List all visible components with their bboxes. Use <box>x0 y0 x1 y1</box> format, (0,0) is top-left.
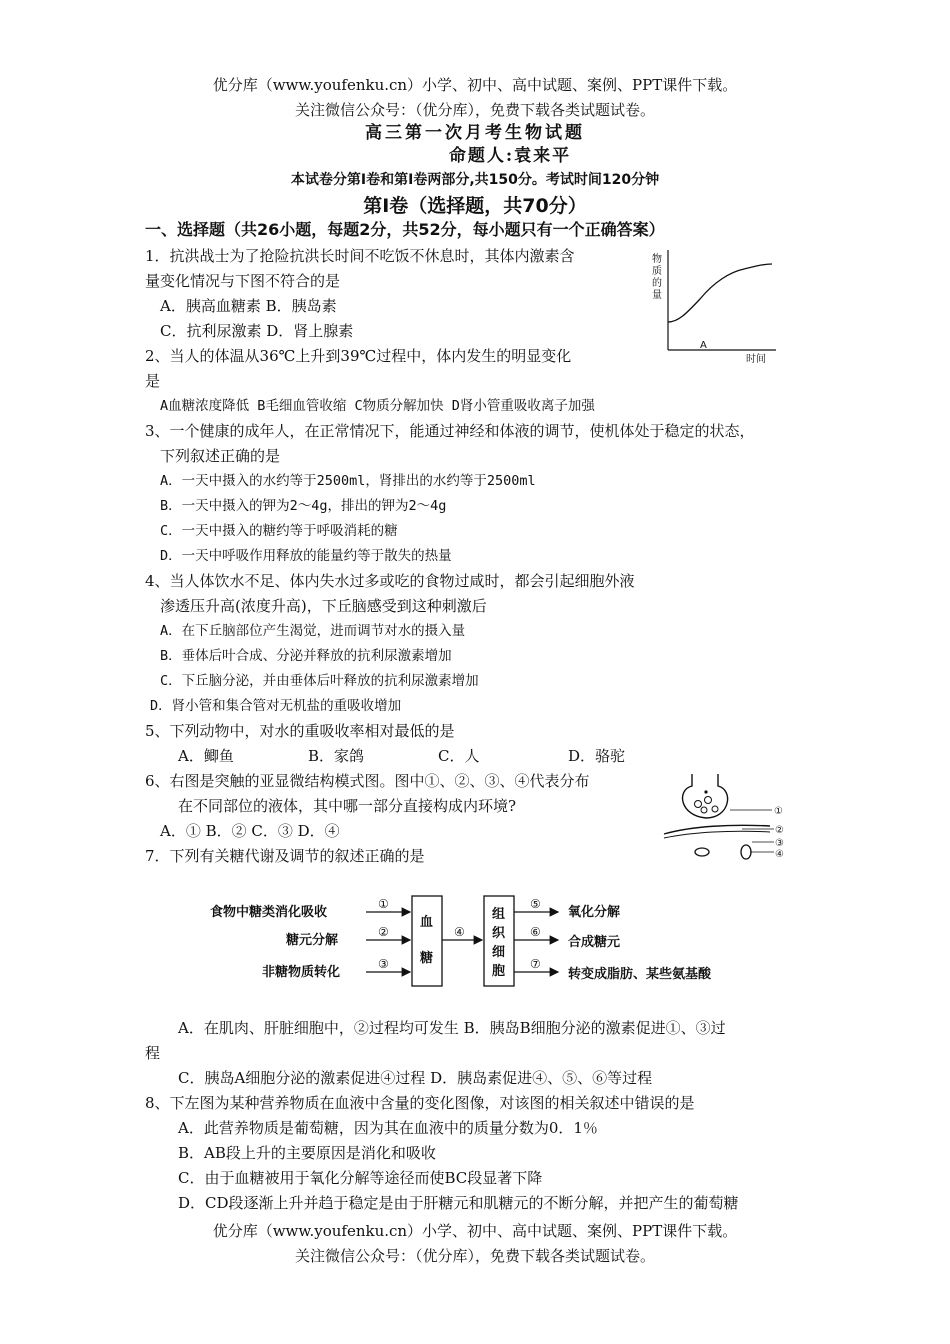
label-4: ④ <box>775 849 784 860</box>
q5-option-a: A．鲫鱼 <box>178 747 234 765</box>
label-1: ① <box>774 806 783 817</box>
q4-option-b: B．垂体后叶合成、分泌并释放的抗利尿激素增加 <box>160 648 452 664</box>
q3-stem-1: 3、一个健康的成年人，在正常情况下，能通过神经和体液的调节，使机体处于稳定的状态， <box>145 422 755 440</box>
step-5: ⑤ <box>530 897 541 911</box>
label-2: ② <box>775 825 784 836</box>
source-3: 非糖物质转化 <box>262 965 341 980</box>
q2-stem-2: 是 <box>145 372 161 390</box>
q5-option-c: C．人 <box>438 747 480 765</box>
step-2: ② <box>378 925 389 939</box>
curve <box>668 264 772 322</box>
output-1: 氧化分解 <box>568 905 621 920</box>
header-line-1: 优分库（www.youfenku.cn）小学、初中、高中试题、案例、PPT课件下载。 <box>212 76 738 94</box>
presynaptic-terminal <box>683 774 728 818</box>
source-2: 糖元分解 <box>286 933 339 948</box>
q6-options: A．① B．② C．③ D．④ <box>160 822 340 840</box>
step-3: ③ <box>378 957 389 971</box>
source-1: 食物中糖类消化吸收 <box>210 905 328 920</box>
q1-stem-2: 量变化情况与下图不符合的是 <box>145 272 341 290</box>
q2-options: A血糖浓度降低 B毛细血管收缩 C物质分解加快 D肾小管重吸收离子加强 <box>160 398 595 414</box>
step-6: ⑥ <box>530 925 541 939</box>
q7-options-1a: A．在肌肉、肝脏细胞中，②过程均可发生 B．胰岛B细胞分泌的激素促进①、③过 <box>178 1019 726 1037</box>
blood-sugar-box <box>412 896 442 986</box>
q8-option-b: B．AB段上升的主要原因是消化和吸收 <box>178 1144 436 1162</box>
cell-char-4: 胞 <box>492 964 506 979</box>
q3-option-b: B．一天中摄入的钾为2～4g，排出的钾为2～4g <box>160 498 447 514</box>
part-title: 第Ⅰ卷（选择题，共70分） <box>363 195 587 217</box>
q8-option-c: C．由于血糖被用于氧化分解等途径而使BC段显著下降 <box>178 1169 543 1187</box>
exam-title: 高三第一次月考生物试题 <box>365 123 585 143</box>
q6-stem-2: 在不同部位的液体，其中哪一部分直接构成内环境? <box>178 797 517 815</box>
q5-option-d: D．骆驼 <box>568 747 626 765</box>
q1-options-1: A．胰高血糖素 B．胰岛素 <box>160 297 337 315</box>
q6-stem-1: 6、右图是突触的亚显微结构模式图。图中①、②、③、④代表分布 <box>145 772 590 790</box>
q8-stem: 8、下左图为某种营养物质在血液中含量的变化图像，对该图的相关叙述中错误的是 <box>145 1094 695 1112</box>
hormone-curve-figure <box>648 244 780 366</box>
tissue-cell <box>741 845 751 859</box>
exam-info: 本试卷分第Ⅰ卷和第Ⅰ卷两部分,共150分。考试时间120分钟 <box>290 172 660 188</box>
q3-stem-2: 下列叙述正确的是 <box>160 447 281 465</box>
x-label: 时间 <box>746 354 766 365</box>
ylabel-char-3: 的 <box>652 278 662 289</box>
ylabel-char-2: 质 <box>652 266 662 277</box>
header-line-2: 关注微信公众号：（优分库），免费下载各类试题试卷。 <box>294 101 655 119</box>
blood-char-2: 糖 <box>420 951 434 966</box>
vesicle <box>704 790 707 793</box>
blood-cell <box>695 848 709 856</box>
synapse-figure <box>662 772 792 864</box>
q4-stem-2: 渗透压升高(浓度升高)，下丘脑感受到这种刺激后 <box>160 597 487 615</box>
footer-line-1: 优分库（www.youfenku.cn）小学、初中、高中试题、案例、PPT课件下载。 <box>212 1222 738 1240</box>
q1-options-2: C．抗利尿激素 D．肾上腺素 <box>160 322 354 340</box>
output-3: 转变成脂肪、某些氨基酸 <box>568 967 712 982</box>
cell-char-3: 细 <box>492 945 506 960</box>
q3-option-d: D．一天中呼吸作用释放的能量约等于散失的热量 <box>160 548 452 564</box>
ylabel-char-4: 量 <box>652 290 662 301</box>
q2-stem-1: 2、当人的体温从36℃上升到39℃过程中，体内发生的明显变化 <box>145 347 572 365</box>
x-mark-a: A <box>700 340 707 351</box>
output-2: 合成糖元 <box>568 935 621 950</box>
vesicle <box>701 807 707 813</box>
q3-option-a: A．一天中摄入的水约等于2500ml，肾排出的水约等于2500ml <box>160 473 536 489</box>
q5-option-b: B．家鸽 <box>308 747 365 765</box>
footer-line-2: 关注微信公众号：（优分库），免费下载各类试题试卷。 <box>294 1247 655 1265</box>
q7-stem: 7．下列有关糖代谢及调节的叙述正确的是 <box>145 847 425 865</box>
postsynaptic-membrane-inner <box>664 831 770 838</box>
q1-stem-1: 1．抗洪战士为了抢险抗洪长时间不吃饭不休息时，其体内激素含 <box>145 247 575 265</box>
ylabel-char-1: 物 <box>652 254 662 265</box>
cell-char-1: 组 <box>492 907 506 922</box>
postsynaptic-membrane <box>664 825 770 834</box>
q7-options-1b: 程 <box>145 1044 161 1062</box>
blood-char-1: 血 <box>420 915 434 930</box>
q4-option-d: D．肾小管和集合管对无机盐的重吸收增加 <box>150 698 402 714</box>
q8-option-d: D．CD段逐渐上升并趋于稳定是由于肝糖元和肌糖元的不断分解，并把产生的葡萄糖 <box>178 1194 739 1212</box>
vesicle <box>712 806 718 812</box>
step-4: ④ <box>454 925 465 939</box>
label-3: ③ <box>775 838 784 849</box>
q4-stem-1: 4、当人体饮水不足、体内失水过多或吃的食物过咸时，都会引起细胞外液 <box>145 572 635 590</box>
step-1: ① <box>378 897 389 911</box>
q5-stem: 5、下列动物中，对水的重吸收率相对最低的是 <box>145 722 455 740</box>
glucose-metabolism-diagram <box>200 890 760 992</box>
step-7: ⑦ <box>530 957 541 971</box>
section-heading: 一、选择题（共26小题，每题2分，共52分，每小题只有一个正确答案） <box>145 220 665 239</box>
q4-option-a: A．在下丘脑部位产生渴觉，进而调节对水的摄入量 <box>160 623 466 639</box>
q4-option-c: C．下丘脑分泌，并由垂体后叶释放的抗利尿激素增加 <box>160 673 479 689</box>
q8-option-a: A．此营养物质是葡萄糖，因为其在血液中的质量分数为0．1％ <box>178 1119 598 1137</box>
cell-char-2: 织 <box>492 926 506 941</box>
q7-options-2: C．胰岛A细胞分泌的激素促进④过程 D．胰岛素促进④、⑤、⑥等过程 <box>178 1069 653 1087</box>
vesicle <box>695 801 702 808</box>
vesicle <box>705 797 712 804</box>
exam-author: 命题人:袁来平 <box>448 146 572 166</box>
q3-option-c: C．一天中摄入的糖约等于呼吸消耗的糖 <box>160 523 398 539</box>
